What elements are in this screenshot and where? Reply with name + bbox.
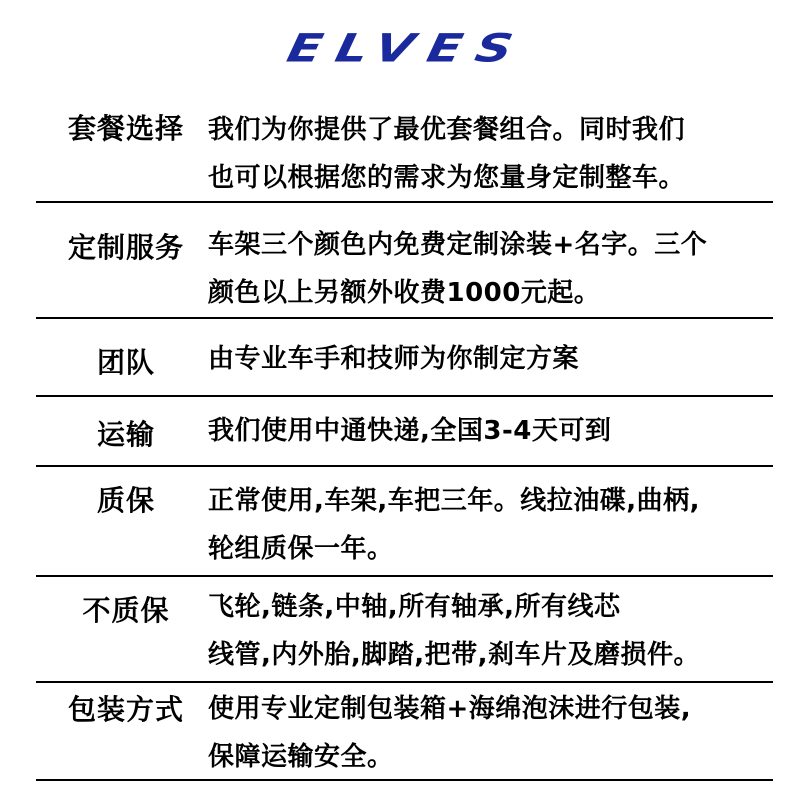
- row-content: [208, 221, 778, 317]
- row-content: [208, 335, 778, 383]
- table-row: [36, 683, 773, 781]
- row-label: 包装方式: [67, 693, 184, 726]
- row-label: 定制服务: [67, 231, 184, 264]
- row-label: 质保: [96, 484, 155, 517]
- row-content-line: 飞轮,链条,中轴,所有轴承,所有线芯: [208, 592, 621, 622]
- row-content-line: 由专业车手和技师为你制定方案: [208, 344, 580, 374]
- table-row: [36, 397, 773, 467]
- table-row: [36, 577, 773, 683]
- row-content: [208, 477, 778, 573]
- row-content-line: 我们为你提供了最优套餐组合。同时我们: [208, 115, 686, 145]
- row-content-line: 使用专业定制包装箱+海绵泡沫进行包装,: [208, 694, 692, 724]
- row-content-line: 保障运输安全。: [208, 742, 394, 772]
- table-row: [36, 100, 773, 203]
- row-content: [208, 407, 778, 455]
- row-label: 运输: [96, 418, 155, 451]
- row-content: [208, 583, 778, 679]
- row-content-line: 颜色以上另额外收费1000元起。: [208, 278, 601, 308]
- row-content-line: 线管,内外胎,脚踏,把带,刹车片及磨损件。: [208, 640, 701, 670]
- table-row: [36, 319, 773, 397]
- row-label: 不质保: [82, 594, 170, 627]
- table-row: [36, 203, 773, 319]
- row-content-line: 我们使用中通快递,全国3-4天可到: [208, 416, 612, 446]
- row-label: 团队: [96, 346, 155, 379]
- row-content: [208, 106, 778, 202]
- row-content: [208, 685, 778, 781]
- row-content-line: 车架三个颜色内免费定制涂装+名字。三个: [208, 230, 708, 260]
- table-row: [36, 467, 773, 577]
- row-divider: [36, 779, 773, 781]
- row-content-line: 轮组质保一年。: [208, 534, 394, 564]
- row-content-line: 正常使用,车架,车把三年。线拉油碟,曲柄,: [208, 486, 701, 516]
- row-content-line: 也可以根据您的需求为您量身定制整车。: [208, 163, 686, 193]
- brand-logo-text: ELVES: [283, 25, 531, 71]
- row-label: 套餐选择: [67, 112, 184, 145]
